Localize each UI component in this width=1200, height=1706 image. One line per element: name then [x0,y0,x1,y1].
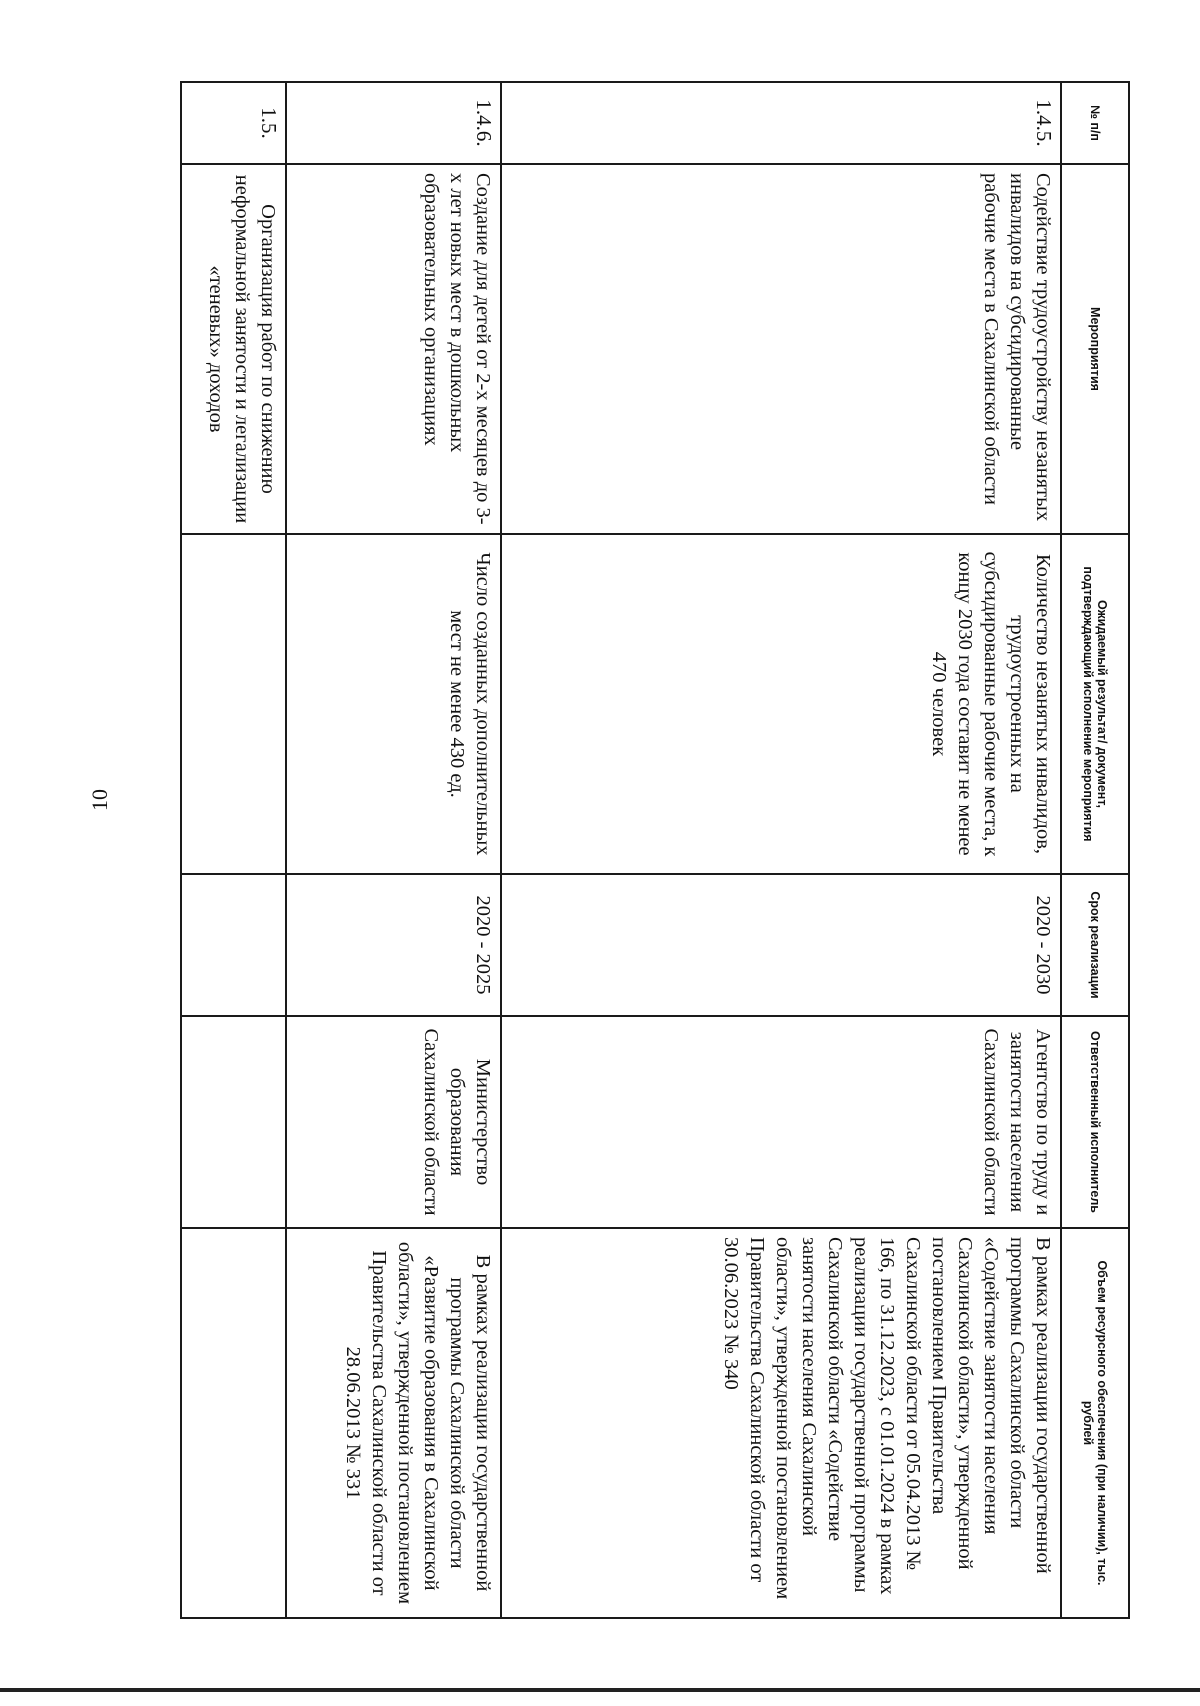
row-result: Число созданных дополнительных мест не менее 430 ед. [286,534,501,874]
table-header-row [1061,82,1129,1618]
row-result: Количество незанятых инвалидов, трудоустроенных на субсидированные рабочие места, к концу 2030 года составит не менее 470 человек [501,534,1061,874]
row-period: 2020 - 2030 [501,874,1061,1016]
measures-table [180,81,1130,1619]
row-number: 1.4.6. [286,82,501,164]
row-number: 1.4.5. [501,82,1061,164]
row-resources [181,1228,286,1618]
row-executor [181,1016,286,1228]
bottom-edge-line [0,1688,1200,1692]
row-executor: Министерство образования Сахалинской области [286,1016,501,1228]
table-row [501,82,1061,1618]
table-row [181,82,286,1618]
row-measure: Создание для детей от 2-х месяцев до 3-х лет новых мест в дошкольных образовательных организациях [286,164,501,534]
header-result: Ожидаемый результат/ документ, подтверждающий исполнение мероприятия [1061,534,1129,874]
row-measure: Организация работ по снижению неформальной занятости и легализации «теневых» доходов [181,164,286,534]
row-period [181,874,286,1016]
row-resources: В рамках реализации государственной программы Сахалинской области «Содействие занятости населения Сахалинской области», утвержденной постановлением Правительства Сахалинской области от 05.04.2013 № 166, по 31.12.2023, с 01.01.2024 в рамках реализации государственной программы Сахалинской области «Содействие занятости населения Сахалинской области», утвержденной постановлением Правительства Сахалинской области от 30.06.2023 № 340 [501,1228,1061,1618]
row-result [181,534,286,874]
row-number: 1.5. [181,82,286,164]
row-period: 2020 - 2025 [286,874,501,1016]
row-resources: В рамках реализации государственной программы Сахалинской области «Развитие образования в Сахалинской области», утвержденной постановлением Правительства Сахалинской области от 28.06.2013 № 331 [286,1228,501,1618]
header-num: № п/п [1061,82,1129,164]
header-measures: Мероприятия [1061,164,1129,534]
rotated-table-container [182,81,1130,1617]
table-row [286,82,501,1618]
page-number: 10 [87,789,112,811]
header-resources: Объем ресурсного обеспечения (при наличии), тыс. рублей [1061,1228,1129,1618]
header-executor: Ответственный исполнитель [1061,1016,1129,1228]
header-period: Срок реализации [1061,874,1129,1016]
row-measure: Содействие трудоустройству незанятых инвалидов на субсидированные рабочие места в Сахалинской области [501,164,1061,534]
row-executor: Агентство по труду и занятости населения Сахалинской области [501,1016,1061,1228]
